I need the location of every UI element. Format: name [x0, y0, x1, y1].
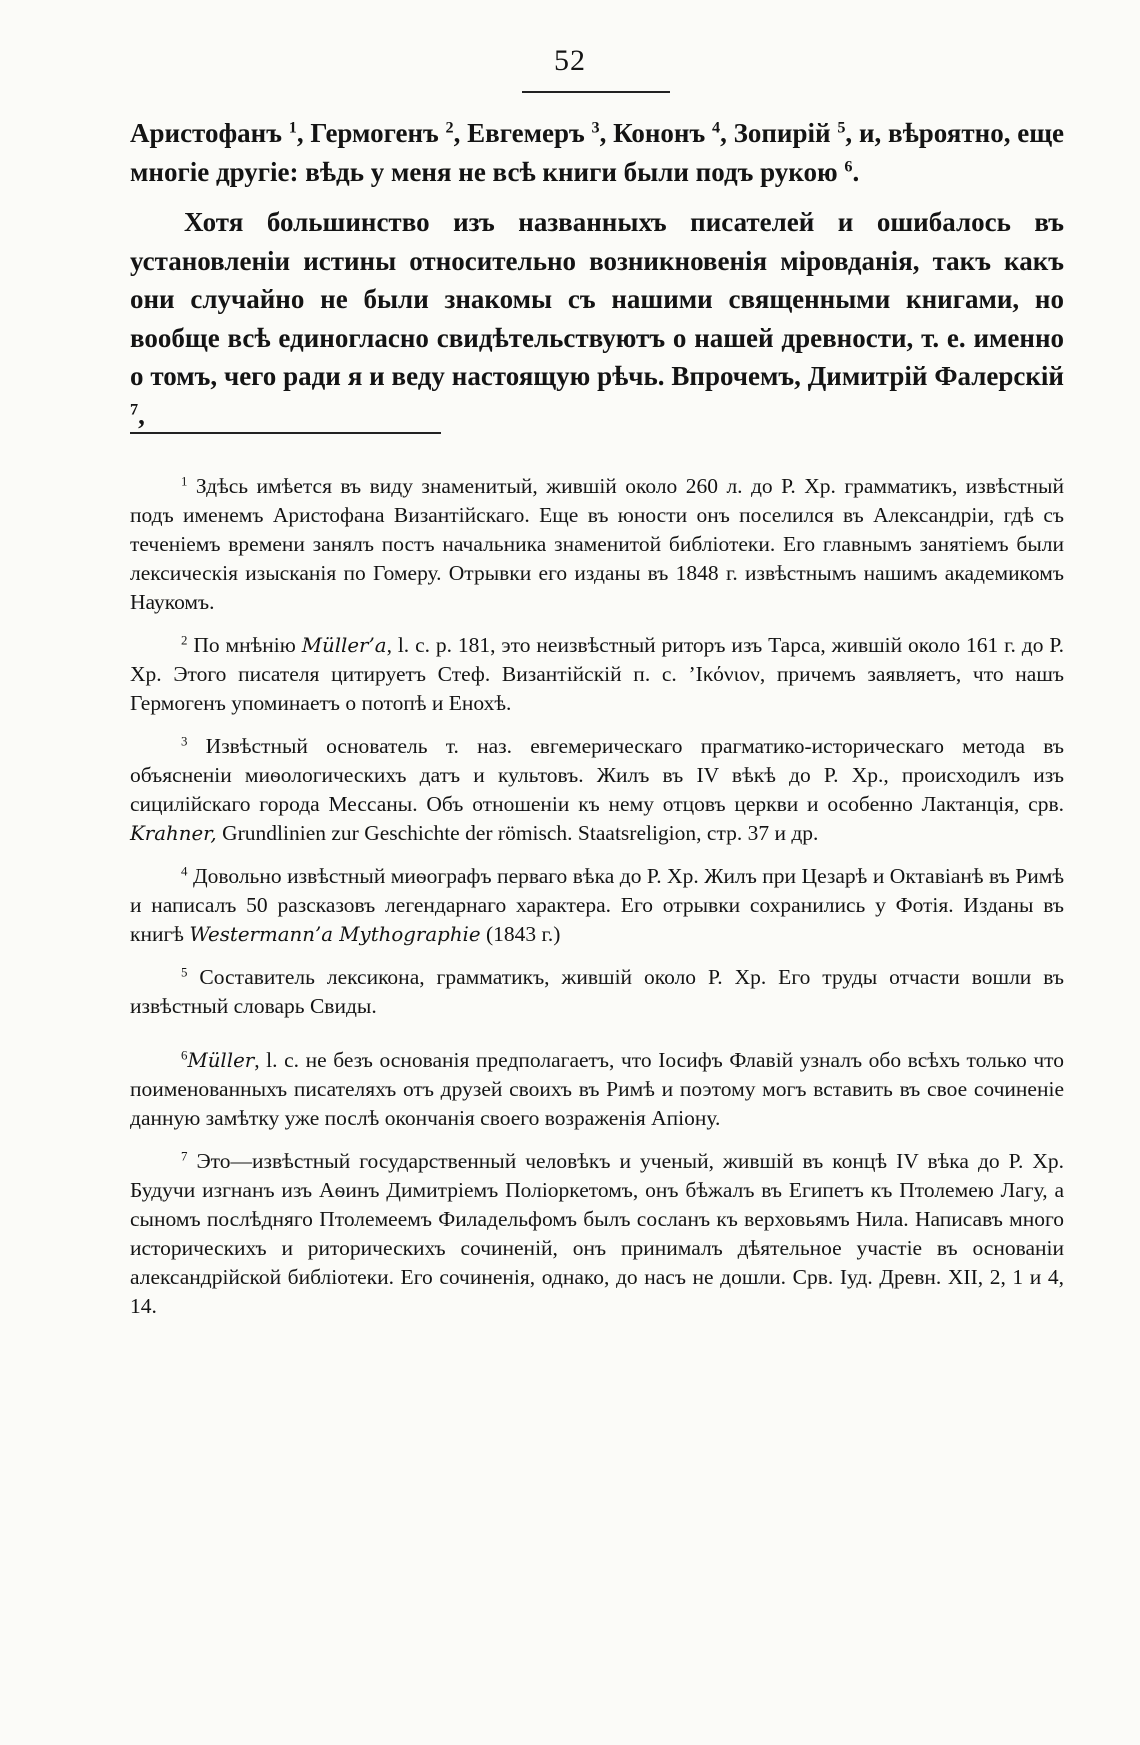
footnote-5: [130, 963, 1064, 1021]
footnote-text: (1843 г.): [480, 922, 561, 946]
footnote-text: Grundlinien zur Geschichte der römisch. Staatsreligion, стр. 37 и др.: [216, 821, 819, 845]
footnote-3: [130, 732, 1064, 848]
footnote-7: [130, 1147, 1064, 1321]
footnote-text: Составитель лексикона, грамматикъ, жившій около Р. Хр. Его труды отчасти вошли въ извѣстный словарь Свиды.: [130, 965, 1064, 1018]
footnote-italic: Müller’a: [301, 634, 387, 657]
text-run: , и, вѣроятно, еще многіе другіе: вѣдь у меня не всѣ книги были подъ рукою: [130, 118, 1064, 187]
footnote-rule: [130, 432, 441, 434]
footnote-ref: 3: [591, 118, 600, 137]
footnote-2: [130, 631, 1064, 718]
text-run: , Кононъ: [599, 118, 712, 148]
footnote-text: , l. c. p. 181, это неизвѣстный риторъ изъ Тарса, жившій около 161 г. до Р. Хр. Этого писателя цитируетъ Стеф. Византійскій п. с. ’Ικόνιον, причемъ заявляетъ, что нашъ Гермогенъ упоминаетъ о потопѣ и Енохѣ.: [130, 633, 1064, 715]
text-run: Аристофанъ: [130, 118, 289, 148]
footnote-ref: 6: [844, 156, 853, 175]
footnote-italic: Müller: [187, 1049, 255, 1072]
footnote-text: , l. c. не безъ основанія предполагаетъ, что Іосифъ Флавій узналъ обо всѣхъ только что поименованныхъ писателяхъ отъ друзей своихъ въ Римѣ и поэтому могъ вставить въ свое сочиненіе данную замѣтку уже послѣ окончанія своего возраженія Апіону.: [130, 1048, 1064, 1130]
footnote-italic: Krahner,: [130, 822, 217, 845]
footnote-ref: 4: [712, 118, 721, 137]
text-run: Хотя большинство изъ названныхъ писателей и ошибалось въ установленіи истины относительно возникновенія міровданія, такъ какъ они случайно не были знакомы съ нашими священными книгами, но вообще всѣ единогласно свидѣтельствуютъ о нашей древности, т. е. именно о томъ, чего ради я и веду настоящую рѣчь. Впрочемъ, Димитрій Фалерскій: [130, 207, 1064, 391]
footnote-ref: 2: [445, 118, 454, 137]
footnote-ref: 7: [130, 399, 139, 418]
footnote-text: Это—извѣстный государственный человѣкъ и ученый, жившій въ концѣ IV вѣка до Р. Хр. Будучи изгнанъ изъ Аѳинъ Димитріемъ Поліоркетомъ, онъ бѣжалъ въ Египетъ къ Птолемею Лагу, а сыномъ послѣдняго Птолемеемъ Филадельфомъ былъ сосланъ къ верховьямъ Нила. Написавъ много историческихъ и риторическихъ сочиненій, онъ принималъ дѣятельное участіе въ основаніи александрійской библіотеки. Его сочиненія, однако, до насъ не дошли. Срв. Іуд. Древн. XII, 2, 1 и 4, 14.: [130, 1149, 1064, 1318]
footnote-marker: 7: [181, 1149, 188, 1164]
footnote-text: Здѣсь имѣется въ виду знаменитый, жившій около 260 л. до Р. Хр. грамматикъ, извѣстный подъ именемъ Аристофана Византійскаго. Еще въ юности онъ поселился въ Александріи, гдѣ съ теченіемъ времени занялъ постъ начальника знаменитой библіотеки. Его главнымъ занятіемъ были лексическія изысканія по Гомеру. Отрывки его изданы въ 1848 г. извѣстнымъ нашимъ академикомъ Наукомъ.: [130, 474, 1064, 614]
footnote-text: Извѣстный основатель т. наз. евгемерическаго прагматико-историческаго метода въ объясненіи миѳологическихъ датъ и культовъ. Жилъ въ IV вѣкѣ до Р. Хр., происходилъ изъ сицилійскаго города Мессаны. Объ отношеніи къ нему отцовъ церкви и особенно Лактанція, срв.: [130, 734, 1064, 816]
text-run: , Зопирій: [720, 118, 838, 148]
footnote-marker: 3: [181, 734, 188, 749]
footnote-1: [130, 472, 1064, 617]
footnote-6: [130, 1046, 1064, 1133]
footnote-text: По мнѣнію: [187, 633, 302, 657]
footnote-marker: 4: [181, 864, 188, 879]
footnote-italic: Westermann’a Mythographie: [189, 923, 481, 946]
footnote-marker: 5: [181, 965, 188, 980]
footnote-marker: 1: [181, 474, 188, 489]
main-text: [130, 114, 1064, 434]
footnote-ref: 1: [288, 118, 297, 137]
footnote-marker: 6: [181, 1048, 188, 1063]
text-run: , Гермогенъ: [296, 118, 446, 148]
main-paragraph-2: [130, 203, 1064, 434]
footnote-4: [130, 862, 1064, 949]
footnote-marker: 2: [181, 633, 188, 648]
footnotes: [130, 472, 1064, 1335]
text-run: .: [852, 156, 860, 187]
page-number: 52: [554, 44, 586, 77]
header-rule: [522, 91, 670, 93]
footnote-text: Довольно извѣстный миѳографъ перваго вѣка до Р. Хр. Жилъ при Цезарѣ и Октавіанѣ въ Римѣ и написалъ 50 разсказовъ легендарнаго характера. Его отрывки сохранились у Фотія. Изданы въ книгѣ: [130, 864, 1064, 946]
footnote-ref: 5: [837, 118, 846, 137]
main-paragraph-1: [130, 114, 1064, 191]
text-run: , Евгемеръ: [453, 118, 592, 148]
text-run: ,: [138, 399, 145, 430]
